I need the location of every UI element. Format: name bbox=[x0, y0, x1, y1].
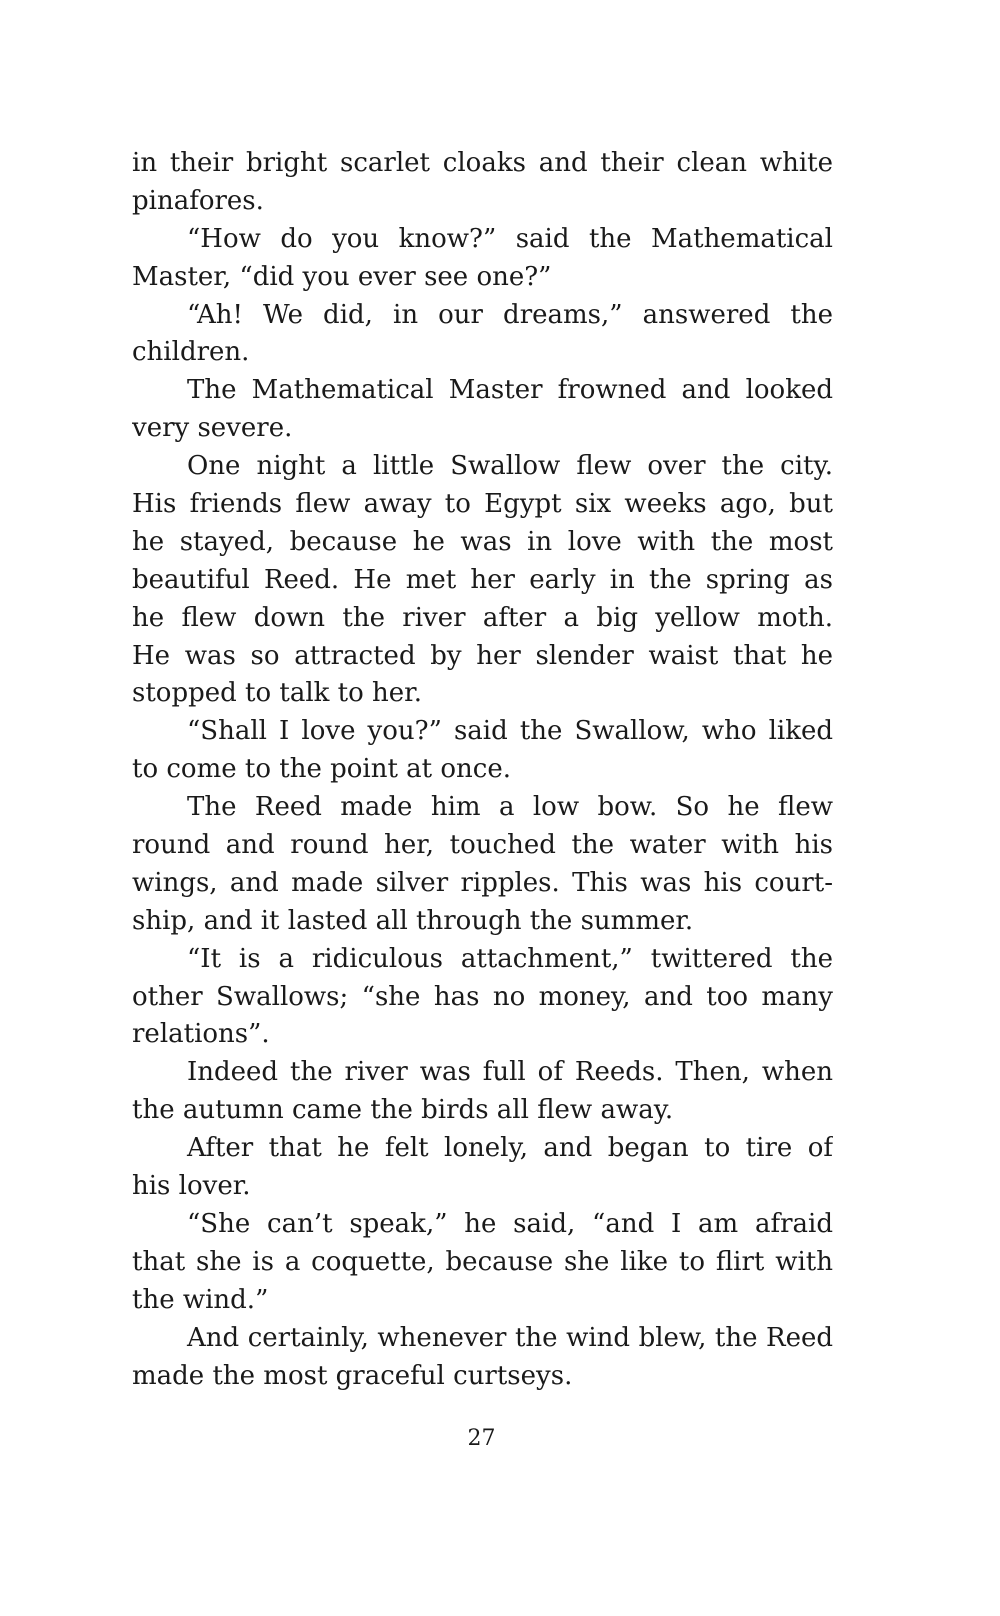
text-line: Indeed the river was full of Reeds. Then, when bbox=[187, 1057, 833, 1088]
text-line: “It is a ridiculous attachment,” twittered the bbox=[187, 943, 833, 974]
text-line: wings, and made silver ripples. This was his court- bbox=[132, 867, 833, 898]
text-line: ship, and it lasted all through the summer. bbox=[132, 905, 694, 936]
text-line: Master, “did you ever see one?” bbox=[132, 261, 552, 292]
page-number: 27 bbox=[467, 1426, 496, 1451]
text-line: the wind.” bbox=[132, 1284, 269, 1315]
text-line: children. bbox=[132, 337, 250, 368]
text-line: he stayed, because he was in love with the most bbox=[132, 526, 833, 557]
text-line: The Reed made him a low bow. So he flew bbox=[187, 792, 833, 823]
text-line: “Ah! We did, in our dreams,” answered the bbox=[187, 299, 833, 330]
text-line: His friends flew away to Egypt six weeks ago, but bbox=[132, 489, 833, 520]
text-line: the autumn came the birds all flew away. bbox=[132, 1095, 674, 1126]
text-line: that she is a coquette, because she like to flirt with bbox=[132, 1246, 833, 1277]
text-line: made the most graceful curtseys. bbox=[132, 1360, 573, 1391]
text-line: pinafores. bbox=[132, 185, 264, 216]
body-text bbox=[132, 145, 833, 1395]
text-line: other Swallows; “she has no money, and too many bbox=[132, 981, 833, 1012]
text-line: He was so attracted by her slender waist that he bbox=[132, 640, 833, 671]
text-line: relations”. bbox=[132, 1019, 270, 1050]
text-line: very severe. bbox=[132, 413, 293, 444]
text-line: round and round her, touched the water with his bbox=[132, 830, 833, 861]
text-line: After that he felt lonely, and began to tire of bbox=[187, 1133, 833, 1164]
text-line: his lover. bbox=[132, 1171, 251, 1202]
text-line: to come to the point at once. bbox=[132, 754, 511, 785]
text-line: he flew down the river after a big yellow moth. bbox=[132, 602, 833, 633]
text-line: The Mathematical Master frowned and looked bbox=[187, 375, 833, 406]
text-line: “How do you know?” said the Mathematical bbox=[187, 223, 833, 254]
text-line: beautiful Reed. He met her early in the spring as bbox=[132, 564, 833, 595]
text-line: in their bright scarlet cloaks and their clean white bbox=[132, 148, 833, 178]
text-line: “She can’t speak,” he said, “and I am afraid bbox=[187, 1208, 833, 1239]
text-line: And certainly, whenever the wind blew, the Reed bbox=[187, 1322, 833, 1353]
text-line: One night a little Swallow flew over the city. bbox=[187, 451, 833, 482]
text-line: “Shall I love you?” said the Swallow, who liked bbox=[187, 716, 833, 747]
text-line: stopped to talk to her. bbox=[132, 678, 423, 709]
